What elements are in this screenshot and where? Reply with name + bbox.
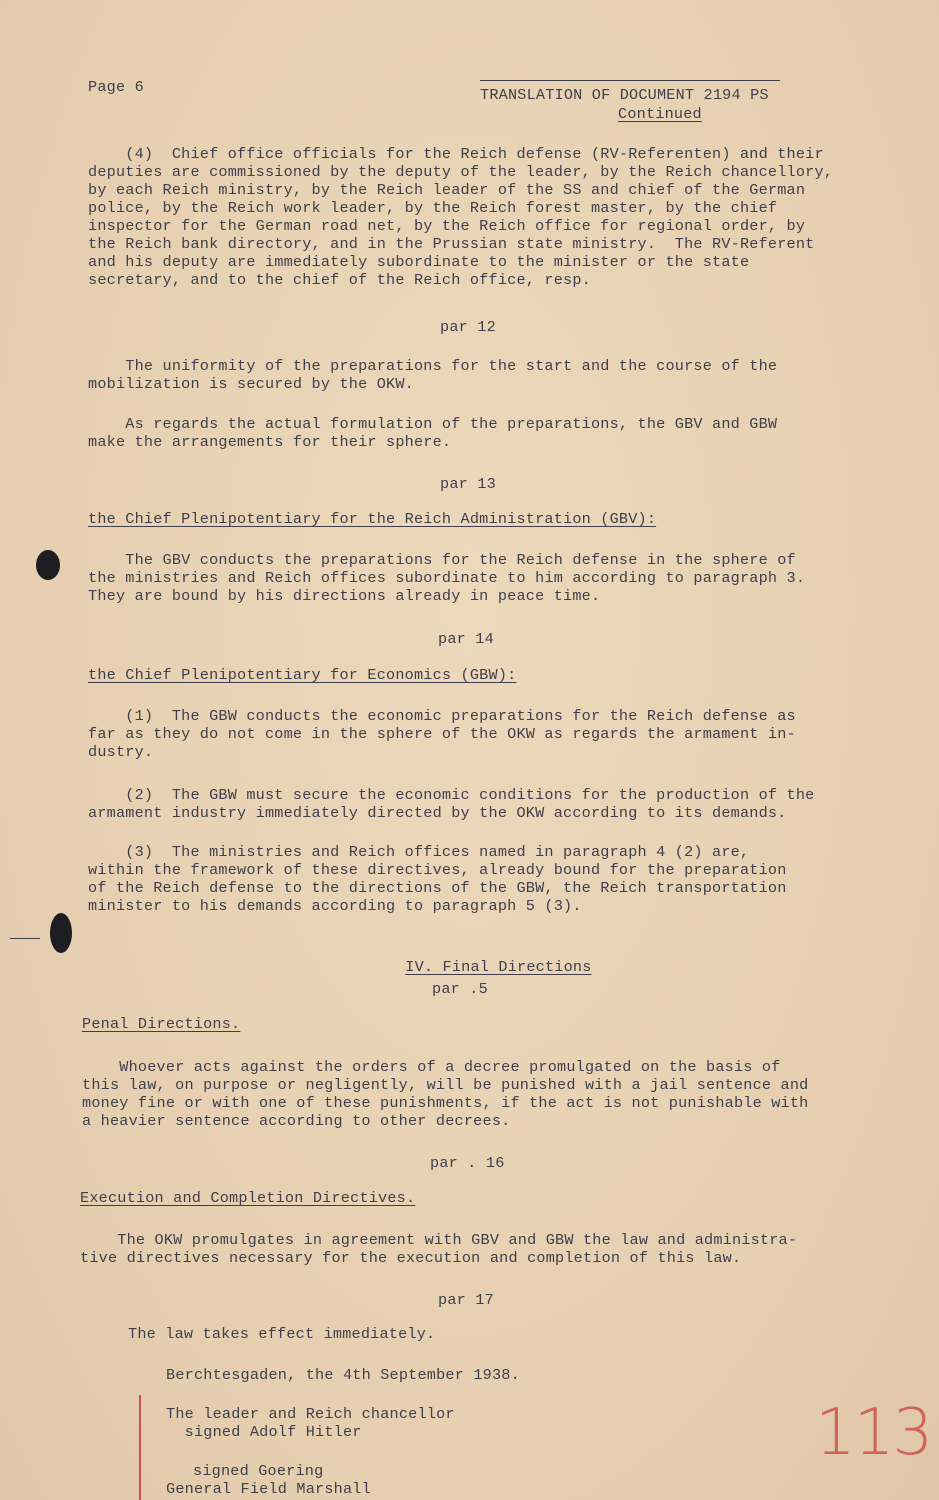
text-line: and his deputy are immediately subordinate to the minister or the state bbox=[88, 253, 750, 271]
par15-heading: Penal Directions. bbox=[82, 1015, 241, 1033]
section-label-par15: par .5 bbox=[432, 980, 488, 998]
paragraph-item-4 bbox=[88, 145, 833, 289]
text-line: (2) The GBW must secure the economic conditions for the production of the bbox=[88, 786, 815, 804]
text-line: money fine or with one of these punishments, if the act is not punishable with bbox=[82, 1094, 809, 1112]
par16-heading: Execution and Completion Directives. bbox=[80, 1189, 416, 1207]
par14-paragraph-3 bbox=[88, 843, 787, 915]
text-line: this law, on purpose or negligently, will be punished with a jail sentence and bbox=[82, 1076, 809, 1094]
page-number-stamp: 113 bbox=[815, 1396, 932, 1470]
header-rule bbox=[480, 80, 780, 81]
text-line: The OKW promulgates in agreement with GBV and GBW the law and administra- bbox=[80, 1231, 798, 1249]
text-line: the Reich bank directory, and in the Prussian state ministry. The RV-Referent bbox=[88, 235, 815, 253]
section-label-par12: par 12 bbox=[440, 318, 496, 336]
par13-heading: the Chief Plenipotentiary for the Reich Administration (GBV): bbox=[88, 510, 657, 528]
par14-paragraph-1 bbox=[88, 707, 796, 761]
leader-title: The leader and Reich chancellor bbox=[166, 1405, 455, 1423]
text-line: dustry. bbox=[88, 743, 154, 761]
text-line: The uniformity of the preparations for the start and the course of the bbox=[88, 357, 778, 375]
par12-paragraph-1 bbox=[88, 357, 777, 393]
text-line: by each Reich ministry, by the Reich leader of the SS and chief of the German bbox=[88, 181, 806, 199]
text-line: mobilization is secured by the OKW. bbox=[88, 375, 414, 393]
text-line: make the arrangements for their sphere. bbox=[88, 433, 452, 451]
goering-signature: signed Goering bbox=[193, 1462, 324, 1480]
text-line: within the framework of these directives, already bound for the preparation bbox=[88, 861, 787, 879]
goering-title: General Field Marshall bbox=[166, 1480, 371, 1498]
punch-hole-lower bbox=[50, 913, 72, 953]
page-label: Page 6 bbox=[88, 78, 144, 96]
document-subtitle: Continued bbox=[618, 105, 702, 123]
par17-text: The law takes effect immediately. bbox=[128, 1325, 436, 1343]
par15-paragraph-1 bbox=[82, 1058, 809, 1130]
text-line: (3) The ministries and Reich offices named in paragraph 4 (2) are, bbox=[88, 843, 750, 861]
text-line: (1) The GBW conducts the economic preparations for the Reich defense as bbox=[88, 707, 796, 725]
section-label-par13: par 13 bbox=[440, 475, 496, 493]
par14-paragraph-2 bbox=[88, 786, 815, 822]
text-line: deputies are commissioned by the deputy of the leader, by the Reich chancellory, bbox=[88, 163, 834, 181]
par12-paragraph-2 bbox=[88, 415, 777, 451]
text-line: far as they do not come in the sphere of the OKW as regards the armament in- bbox=[88, 725, 796, 743]
par16-paragraph-1 bbox=[80, 1231, 797, 1267]
document-title: TRANSLATION OF DOCUMENT 2194 PS bbox=[480, 86, 769, 104]
text-line: secretary, and to the chief of the Reich office, resp. bbox=[88, 271, 591, 289]
section-iv-label: IV. Final Directions bbox=[405, 958, 592, 976]
section-label-par14: par 14 bbox=[438, 630, 494, 648]
text-line: a heavier sentence according to other decrees. bbox=[82, 1112, 511, 1130]
text-line: Whoever acts against the orders of a decree promulgated on the basis of bbox=[82, 1058, 781, 1076]
text-line: They are bound by his directions already in peace time. bbox=[88, 587, 601, 605]
leader-signature: signed Adolf Hitler bbox=[166, 1423, 362, 1441]
margin-tick bbox=[10, 938, 40, 939]
text-line: of the Reich defense to the directions of the GBW, the Reich transportation bbox=[88, 879, 787, 897]
par14-heading: the Chief Plenipotentiary for Economics (GBW): bbox=[88, 666, 517, 684]
text-line: As regards the actual formulation of the preparations, the GBV and GBW bbox=[88, 415, 778, 433]
punch-hole-upper bbox=[36, 550, 60, 580]
signature-bracket bbox=[139, 1395, 141, 1500]
text-line: armament industry immediately directed by the OKW according to its demands. bbox=[88, 804, 787, 822]
text-line: tive directives necessary for the execution and completion of this law. bbox=[80, 1249, 742, 1267]
text-line: inspector for the German road net, by the Reich office for regional order, by bbox=[88, 217, 806, 235]
section-label-par17: par 17 bbox=[438, 1291, 494, 1309]
text-line: police, by the Reich work leader, by the Reich forest master, by the chief bbox=[88, 199, 778, 217]
text-line: minister to his demands according to paragraph 5 (3). bbox=[88, 897, 582, 915]
place-date: Berchtesgaden, the 4th September 1938. bbox=[166, 1366, 520, 1384]
section-label-par16: par . 16 bbox=[430, 1154, 505, 1172]
par13-paragraph-1 bbox=[88, 551, 805, 605]
text-line: the ministries and Reich offices subordinate to him according to paragraph 3. bbox=[88, 569, 806, 587]
text-line: The GBV conducts the preparations for the Reich defense in the sphere of bbox=[88, 551, 796, 569]
text-line: (4) Chief office officials for the Reich defense (RV-Referenten) and their bbox=[88, 145, 824, 163]
